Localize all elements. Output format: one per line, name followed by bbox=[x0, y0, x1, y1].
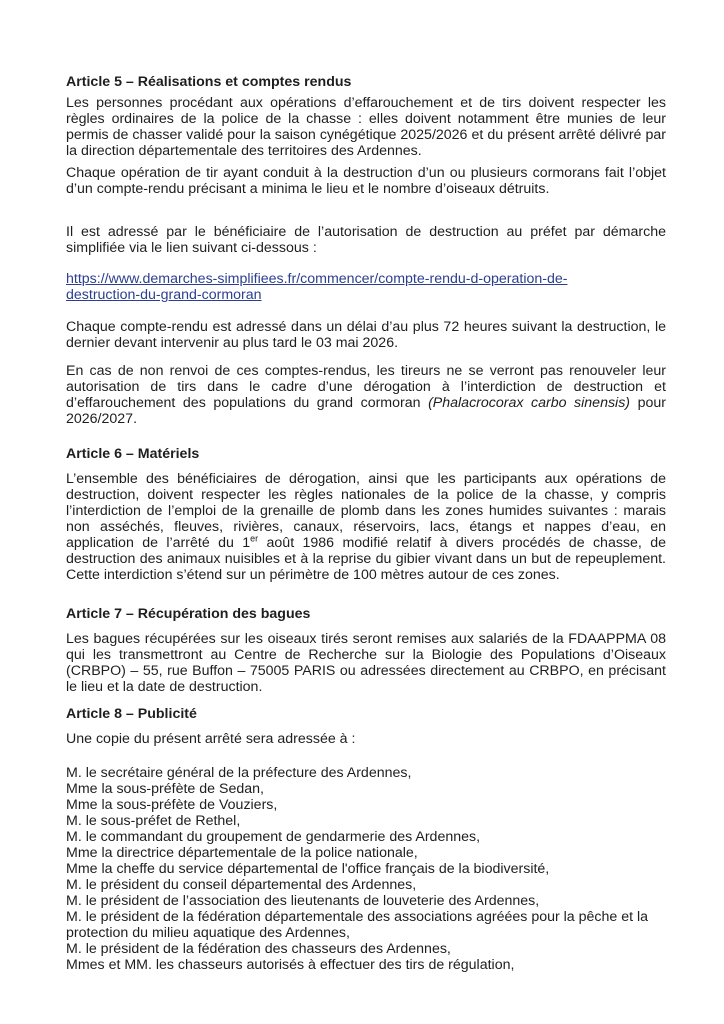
report-link[interactable] bbox=[66, 271, 666, 303]
report-link-line-2[interactable]: destruction-du-grand-cormoran bbox=[66, 287, 262, 303]
report-link-line-1[interactable]: https://www.demarches-simplifiees.fr/commencer/compte-rendu-d-operation-de- bbox=[66, 271, 568, 287]
p5-text-after: pour 2026/2027. bbox=[66, 395, 666, 427]
a6-text-after: août 1986 modifié relatif à divers procédés de chasse, de destruction des animaux nuisibles et à la reprise du gibier vivant dans un but de repeuplement. Cette interdiction s’étend sur un périmètre de 100 mètres autour de ces zones. bbox=[66, 535, 667, 583]
recipient-item: M. le commandant du groupement de gendarmerie des Ardennes, bbox=[66, 829, 481, 845]
article-7-heading: Article 7 – Récupération des bagues bbox=[66, 606, 311, 622]
article-5-paragraph-5 bbox=[66, 363, 666, 427]
article-5-paragraph-1: Les personnes procédant aux opérations d’effarouchement et de tirs doivent respecter les règles ordinaires de la police de la chasse : elles doivent notamment être munies de leur permis de chasser validé pour la saison cynégétique 2025/2026 et du présent arrêté délivré par la direction départementale des territoires des Ardennes. bbox=[66, 95, 666, 159]
article-6-paragraph-1 bbox=[66, 471, 666, 583]
recipient-item: M. le président de la fédération des chasseurs des Ardennes, bbox=[66, 941, 451, 957]
article-5-paragraph-3: Il est adressé par le bénéficiaire de l’autorisation de destruction au préfet par démarche simplifiée via le lien suivant ci-dessous : bbox=[66, 224, 666, 256]
article-5-paragraph-4: Chaque compte-rendu est adressé dans un délai d’au plus 72 heures suivant la destruction, le dernier devant intervenir au plus tard le 03 mai 2026. bbox=[66, 319, 666, 351]
a6-text-before: L’ensemble des bénéficiaires de dérogation, ainsi que les participants aux opérations de destruction, doivent respecter les règles nationales de la police de la chasse, y compris l’interdiction de l’emploi de la grenaille de plomb dans les zones humides suivantes : marais non asséchés, fleuves, rivières, canaux, réservoirs, lacs, étangs et nappes d’eau, en application de l’arrêté du 1 bbox=[66, 471, 666, 551]
species-name: (Phalacrocorax carbo sinensis) bbox=[428, 395, 631, 411]
recipient-item: M. le président de la fédération départementale des associations agréées pour la pêche et la bbox=[66, 909, 649, 925]
article-8-heading: Article 8 – Publicité bbox=[66, 706, 197, 722]
a6-superscript: er bbox=[250, 533, 259, 544]
article-6-heading: Article 6 – Matériels bbox=[66, 446, 200, 462]
article-5-heading: Article 5 – Réalisations et comptes rendus bbox=[66, 74, 352, 90]
recipient-item: Mmes et MM. les chasseurs autorisés à effectuer des tirs de régulation, bbox=[66, 957, 515, 973]
p5-text-before: En cas de non renvoi de ces comptes-rendus, les tireurs ne se verront pas renouveler leur autorisation de tirs dans le cadre d’une dérogation à l’interdiction de destruction et d’effarouchement des populations du grand cormoran bbox=[66, 363, 666, 411]
recipient-item: protection du milieu aquatique des Ardennes, bbox=[66, 925, 350, 941]
recipient-item: M. le président du conseil départemental des Ardennes, bbox=[66, 877, 417, 893]
recipient-list bbox=[66, 765, 666, 973]
recipient-item: M. le secrétaire général de la préfecture des Ardennes, bbox=[66, 765, 412, 781]
recipient-item: Mme la cheffe du service départemental de l'office français de la biodiversité, bbox=[66, 861, 550, 877]
article-8-intro: Une copie du présent arrêté sera adressée à : bbox=[66, 731, 356, 747]
recipient-item: Mme la directrice départementale de la police nationale, bbox=[66, 845, 418, 861]
recipient-item: Mme la sous-préfète de Vouziers, bbox=[66, 797, 278, 813]
article-7-paragraph-1: Les bagues récupérées sur les oiseaux tirés seront remises aux salariés de la FDAAPPMA 08 qui les transmettront au Centre de Recherche sur la Biologie des Populations d’Oiseaux (CRBPO) – 55, rue Buffon – 75005 PARIS ou adressées directement au CRBPO, en précisant le lieu et la date de destruction. bbox=[66, 631, 666, 695]
article-5-paragraph-2: Chaque opération de tir ayant conduit à la destruction d’un ou plusieurs cormorans fait l’objet d’un compte-rendu précisant a minima le lieu et le nombre d’oiseaux détruits. bbox=[66, 165, 666, 197]
recipient-item: M. le président de l’association des lieutenants de louveterie des Ardennes, bbox=[66, 893, 540, 909]
recipient-item: M. le sous-préfet de Rethel, bbox=[66, 813, 241, 829]
recipient-item: Mme la sous-préfète de Sedan, bbox=[66, 781, 264, 797]
